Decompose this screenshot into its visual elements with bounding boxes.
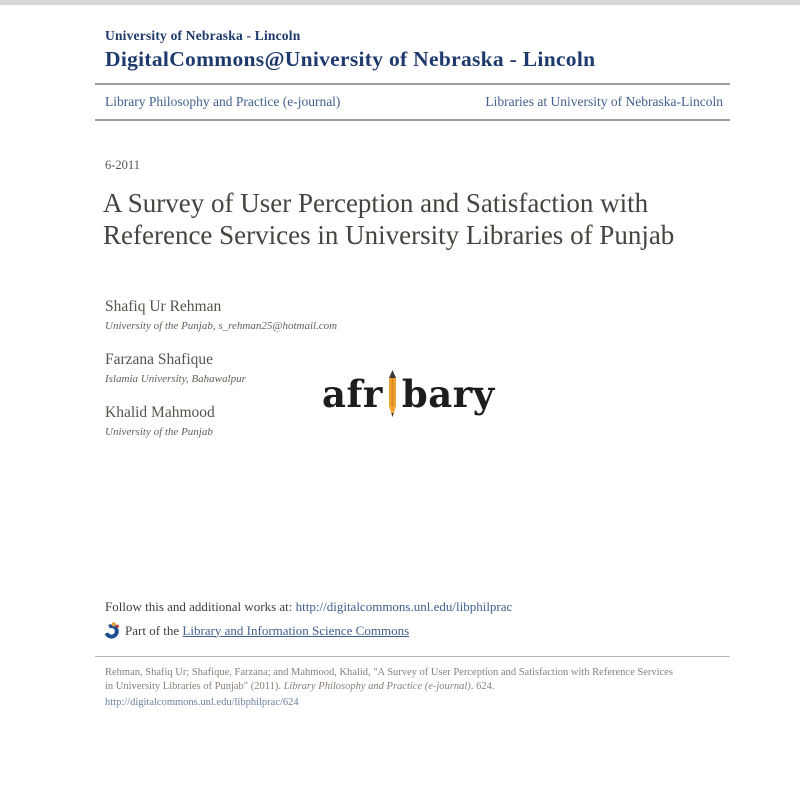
citation-divider xyxy=(95,656,730,657)
logo-text-prefix: afr xyxy=(322,372,383,416)
repository-collection-link[interactable]: http://digitalcommons.unl.edu/libphilprac xyxy=(295,599,513,614)
author-name: Shafiq Ur Rehman xyxy=(105,298,222,315)
afribary-watermark-logo xyxy=(322,370,495,418)
repository-title: DigitalCommons@University of Nebraska - Lincoln xyxy=(105,47,596,71)
commons-network-icon xyxy=(103,622,120,639)
part-of-line xyxy=(103,622,728,639)
masthead xyxy=(105,28,730,72)
citation-line-1: Rehman, Shafiq Ur; Shafique, Farzana; and Mahmood, Khalid, "A Survey of User Perception and Satisfaction with Reference Services xyxy=(105,667,673,678)
author-name: Farzana Shafique xyxy=(105,351,214,368)
page-top-border xyxy=(0,0,800,5)
libraries-unit-link[interactable]: Libraries at University of Nebraska-Lincoln xyxy=(485,94,723,109)
recommended-citation xyxy=(105,666,725,710)
institution-name: University of Nebraska - Lincoln xyxy=(105,28,301,43)
citation-line-2-suffix: . 624. xyxy=(470,681,495,693)
follow-works-line xyxy=(105,599,730,615)
part-of-label: Part of the xyxy=(125,622,183,638)
publication-date: 6-2011 xyxy=(105,158,140,172)
author-entry xyxy=(105,298,525,332)
citation-journal-title: Library Philosophy and Practice (e-journal) xyxy=(283,681,471,693)
header-divider-top xyxy=(95,83,730,85)
journal-series-link[interactable]: Library Philosophy and Practice (e-journal) xyxy=(105,94,341,109)
author-affiliation: Islamia University, Bahawalpur xyxy=(105,373,246,385)
part-of-text xyxy=(125,623,409,639)
commons-discipline-link[interactable]: Library and Information Science Commons xyxy=(182,622,410,638)
citation-url-link[interactable]: http://digitalcommons.unl.edu/libphilprac/624 xyxy=(105,696,299,708)
pencil-icon xyxy=(385,370,400,418)
follow-works-label: Follow this and additional works at: xyxy=(105,599,296,614)
logo-text-suffix: bary xyxy=(401,372,495,416)
header-divider-bottom xyxy=(95,119,730,121)
subheader-row xyxy=(105,94,723,110)
author-affiliation: University of the Punjab xyxy=(105,426,213,438)
article-title: A Survey of User Perception and Satisfaction with Reference Services in University Libraries of Punjab xyxy=(103,188,675,250)
author-name: Khalid Mahmood xyxy=(105,404,215,421)
citation-line-2-prefix: in University Libraries of Punjab" (2011). xyxy=(105,681,284,693)
citation-line-2 xyxy=(105,680,725,694)
author-affiliation: University of the Punjab, s_rehman25@hotmail.com xyxy=(105,320,338,332)
